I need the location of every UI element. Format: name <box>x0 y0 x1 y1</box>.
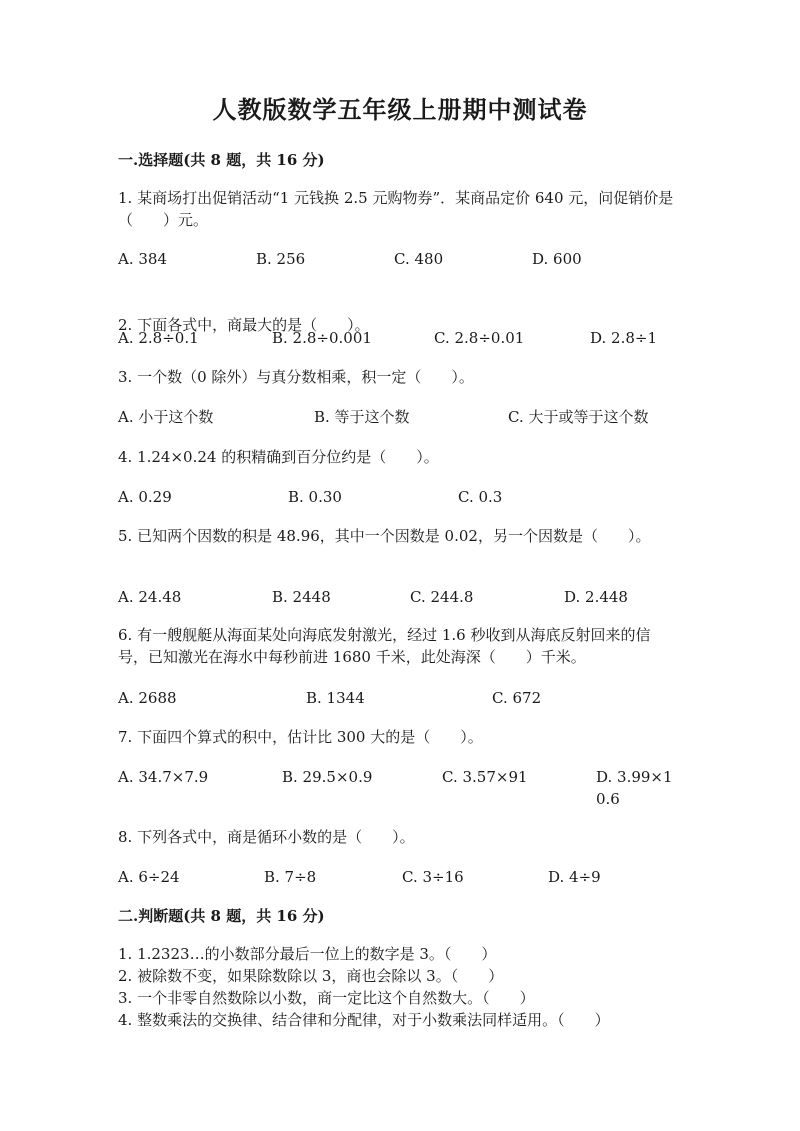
judgement-item-2: 2. 被除数不变，如果除数除以 3，商也会除以 3。（ ） <box>118 967 504 985</box>
option-b: B. 7÷8 <box>264 868 317 886</box>
option-c: C. 2.8÷0.01 <box>434 329 525 347</box>
options-8 <box>118 866 698 890</box>
option-d: D. 2.448 <box>564 588 628 606</box>
question-2: 2. 下面各式中，商最大的是（ ）。 <box>118 316 370 334</box>
options-1 <box>118 248 698 272</box>
option-b: B. 2.8÷0.001 <box>272 329 372 347</box>
option-c: C. 3÷16 <box>402 868 464 886</box>
option-b: B. 0.30 <box>288 488 342 506</box>
option-a: A. 6÷24 <box>118 868 180 886</box>
section-heading-choice: 一.选择题(共 8 题，共 16 分) <box>118 151 325 169</box>
question-7: 7. 下面四个算式的积中，估计比 300 大的是（ ）。 <box>118 728 483 746</box>
question-5: 5. 已知两个因数的积是 48.96，其中一个因数是 0.02，另一个因数是（ ）。 <box>118 527 651 545</box>
option-d: D. 3.99×10.6 <box>596 768 673 808</box>
option-c: C. 480 <box>394 250 444 268</box>
option-c: C. 244.8 <box>410 588 474 606</box>
options-6 <box>118 687 698 711</box>
option-c: C. 3.57×91 <box>442 768 528 786</box>
option-c: C. 大于或等于这个数 <box>508 408 649 426</box>
options-3 <box>118 406 698 430</box>
option-b: B. 1344 <box>306 689 365 707</box>
option-d: D. 600 <box>532 250 582 268</box>
question-6: 6. 有一艘舰艇从海面某处向海底发射激光，经过 1.6 秒收到从海底反射回来的信号，已知激光在海水中每秒前进 1680 千米，此处海深（ ）千米。 <box>118 626 651 666</box>
judgement-item-3: 3. 一个非零自然数除以小数，商一定比这个自然数大。（ ） <box>118 989 535 1007</box>
option-d: D. 4÷9 <box>548 868 601 886</box>
option-a: A. 24.48 <box>118 588 182 606</box>
question-4: 4. 1.24×0.24 的积精确到百分位约是（ ）。 <box>118 448 439 466</box>
option-d: D. 2.8÷1 <box>590 329 657 347</box>
option-b: B. 等于这个数 <box>314 408 410 426</box>
option-a: A. 2.8÷0.1 <box>118 329 199 347</box>
option-b: B. 256 <box>256 250 306 268</box>
option-a: A. 0.29 <box>118 488 172 506</box>
question-3: 3. 一个数（0 除外）与真分数相乘，积一定（ ）。 <box>118 368 474 386</box>
options-5 <box>118 586 698 610</box>
page-title: 人教版数学五年级上册期中测试卷 <box>212 95 588 124</box>
option-c: C. 0.3 <box>458 488 503 506</box>
options-7 <box>118 766 698 812</box>
option-c: C. 672 <box>492 689 542 707</box>
option-a: A. 小于这个数 <box>118 408 214 426</box>
question-8: 8. 下列各式中，商是循环小数的是（ ）。 <box>118 828 415 846</box>
option-a: A. 34.7×7.9 <box>118 768 209 786</box>
section-heading-judgement: 二.判断题(共 8 题，共 16 分) <box>118 907 325 925</box>
options-2 <box>118 327 698 351</box>
question-1: 1. 某商场打出促销活动“1 元钱换 2.5 元购物券”．某商品定价 640 元，问促销价是（ ）元。 <box>118 189 674 229</box>
option-a: A. 2688 <box>118 689 177 707</box>
options-4 <box>118 486 698 510</box>
option-b: B. 29.5×0.9 <box>282 768 373 786</box>
option-b: B. 2448 <box>272 588 331 606</box>
judgement-item-1: 1. 1.2323…的小数部分最后一位上的数字是 3。（ ） <box>118 945 497 963</box>
option-a: A. 384 <box>118 250 167 268</box>
judgement-item-4: 4. 整数乘法的交换律、结合律和分配律，对于小数乘法同样适用。（ ） <box>118 1011 610 1029</box>
